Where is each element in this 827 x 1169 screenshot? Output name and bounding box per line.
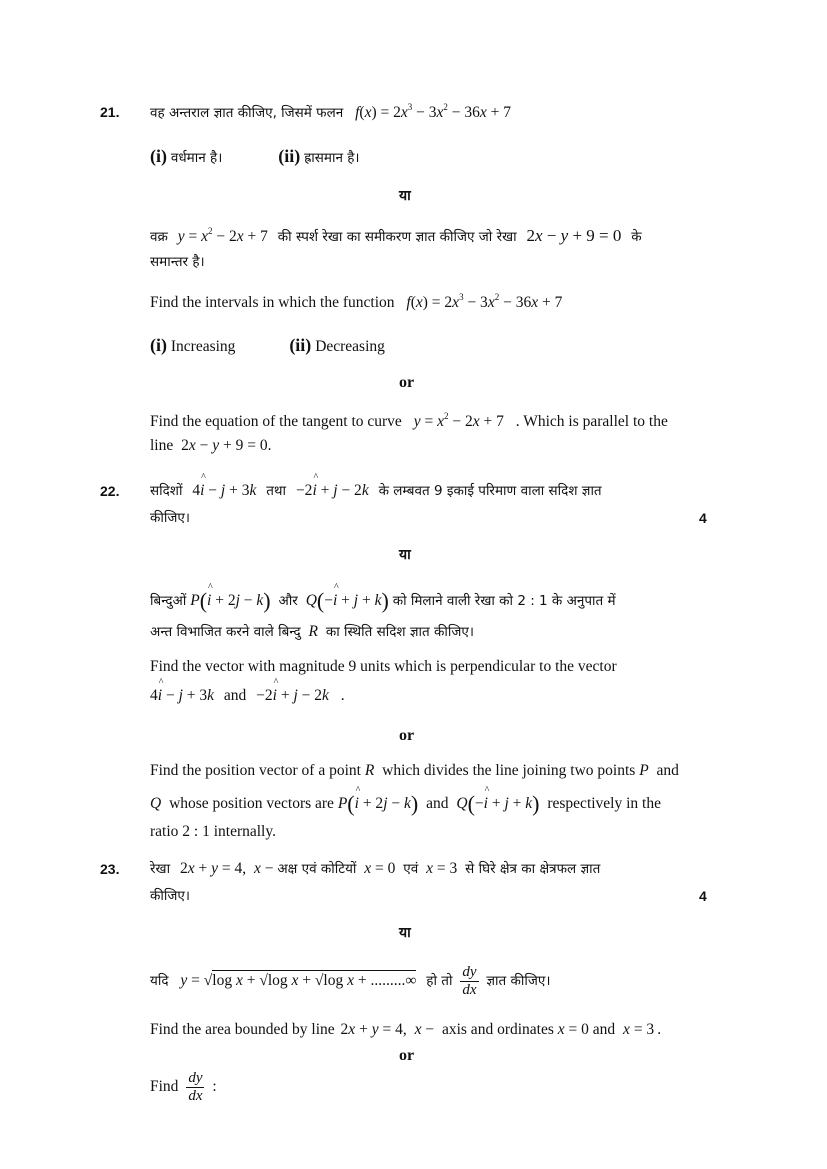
- q21-hindi-alt-line2: समान्तर है।: [150, 254, 205, 270]
- q22-english-alt-and: and: [656, 762, 679, 779]
- q21-curve-expr: $y = x^2 - 2x + 7$: [177, 226, 268, 245]
- question-number-22: 22.: [100, 483, 120, 499]
- q23-hindi-alt-line: [150, 964, 550, 999]
- q21-hindi-intro: वह अन्तराल ज्ञात कीजिए, जिसमें फलन: [150, 105, 344, 121]
- q22-english-alt-line2: [150, 791, 661, 817]
- q21-hindi-options: [150, 146, 360, 167]
- q21-english-option-ii-text: Decreasing: [315, 338, 385, 355]
- q21-hindi-alt-text1: वक्र: [150, 229, 168, 245]
- q22-english-alt-text4: respectively in the: [547, 795, 661, 812]
- english-derivative-denominator: dx: [188, 1088, 203, 1104]
- q21-english-alt-text2: . Which is parallel to the: [515, 413, 668, 430]
- q21-english-alt-line2: [150, 437, 272, 455]
- q22-hindi-text1: सदिशों: [150, 483, 183, 499]
- q21-english-or-separator: or: [399, 374, 415, 391]
- q22-english-and: and: [223, 687, 247, 704]
- q22-hindi-alt-text4: का स्थिति सदिश ज्ञात कीजिए।: [325, 624, 474, 640]
- q23-hindi-alt-text1: यदि: [150, 973, 169, 990]
- q22-english-or-separator: or: [399, 727, 415, 744]
- q22-hindi-text3: के लम्बवत 9 इकाई परिमाण वाला सदिश ज्ञात: [378, 483, 602, 499]
- english-derivative-numerator: dy: [188, 1070, 203, 1086]
- q21-hindi-option-ii-label: (ii): [278, 146, 301, 166]
- question-number-23: 23.: [100, 861, 120, 877]
- q22-english-line2: [150, 687, 345, 705]
- q22-hindi-alt-text2: को मिलाने वाली रेखा को 2 : 1 के अनुपात में: [392, 593, 616, 609]
- q22-english-alt-p: P: [639, 762, 649, 779]
- q23-hindi-text4: से घिरे क्षेत्र का क्षेत्रफल ज्ञात: [465, 861, 601, 877]
- q21-hindi-alt-text2: की स्पर्श रेखा का समीकरण ज्ञात कीजिए जो रेखा: [277, 229, 517, 245]
- q21-hindi-option-ii-text: ह्रासमान है।: [304, 150, 360, 166]
- derivative-numerator: dy: [462, 964, 477, 980]
- q23-english-ordinate-2: x = 3: [623, 1021, 655, 1038]
- q23-english-derivative-fraction: [186, 1070, 204, 1105]
- q23-line-expr: 2x + y = 4,: [179, 860, 247, 877]
- derivative-denominator: dx: [462, 982, 477, 998]
- q23-hindi-or-separator: या: [399, 925, 411, 941]
- q23-english-alt-line: [150, 1070, 217, 1105]
- q22-hindi-alt-text1: बिन्दुओं: [150, 593, 187, 609]
- q22-english-end: .: [340, 687, 345, 704]
- q23-english-axis-expr: x −: [414, 1021, 435, 1038]
- q22-english-point-p: P(^ i + 2j − k): [338, 795, 418, 812]
- q21-hindi-statement: [150, 102, 511, 122]
- q23-english-alt-find: Find: [150, 1078, 179, 1096]
- q22-english-alt-text2: which divides the line joining two points: [382, 762, 636, 779]
- q23-english-line-expr: 2x + y = 4,: [340, 1021, 407, 1038]
- q21-english-option-i-text: Increasing: [170, 338, 236, 355]
- q22-hindi-alt-line2: [150, 622, 474, 641]
- q23-ordinate-1: x = 0: [364, 860, 396, 877]
- q22-english-alt-text3: whose position vectors are: [169, 795, 334, 812]
- q23-hindi-alt-text2: हो तो: [426, 973, 453, 990]
- q21-english-intro: Find the intervals in which the function: [150, 294, 395, 311]
- q22-english-vector-a: 4^ i − j + 3k: [150, 687, 214, 704]
- q22-vector-a: 4^ i − j + 3k: [192, 482, 256, 499]
- q23-hindi-alt-text3: ज्ञात कीजिए।: [486, 973, 551, 990]
- q23-hindi-text3: एवं: [403, 861, 419, 877]
- q22-hindi-text2: तथा: [266, 483, 287, 499]
- q22-english-alt-line3: ratio 2 : 1 internally.: [150, 823, 276, 840]
- q21-line-expr: 2x − y + 9 = 0: [526, 226, 622, 245]
- q21-hindi-option-i-label: (i): [150, 146, 167, 166]
- q21-english-line-expr: 2x − y + 9 = 0: [181, 437, 268, 454]
- q22-english-point-r: R: [364, 762, 375, 779]
- q22-english-alt-q: Q: [150, 795, 162, 812]
- q22-vector-b: −2^ i + j − 2k: [296, 482, 369, 499]
- q21-english-alt-line1: [150, 411, 668, 431]
- q21-hindi-alt-line1: [150, 226, 642, 246]
- q23-axis-expr: x −: [253, 860, 274, 877]
- q23-hindi-text1: रेखा: [150, 861, 171, 877]
- q22-point-q: Q(−^ i + j + k): [306, 592, 389, 609]
- q21-english-options: [150, 335, 385, 356]
- q21-english-statement: [150, 292, 562, 312]
- q23-marks: 4: [699, 888, 707, 904]
- q23-english-text2: axis and ordinates: [441, 1021, 554, 1038]
- q22-english-line1: Find the vector with magnitude 9 units which is perpendicular to the vector: [150, 658, 617, 675]
- q23-hindi-text2: अक्ष एवं कोटियों: [277, 861, 357, 877]
- q21-english-option-i-label: (i): [150, 335, 167, 355]
- q23-english-and: and: [592, 1021, 616, 1038]
- q21-function-expr: $f(x) = 2x^3 - 3x^2 - 36x + 7$: [355, 102, 512, 121]
- q22-hindi-alt-text3: अन्त विभाजित करने वाले बिन्दु: [150, 624, 301, 640]
- q22-english-point-q: Q(−^ i + j + k): [456, 795, 539, 812]
- q22-hindi-line1: [150, 481, 602, 500]
- q23-hindi-line2: कीजिए।: [150, 888, 190, 904]
- q21-english-curve-expr: $y = x^2 - 2x + 7$: [413, 411, 504, 430]
- q21-hindi-or-separator: या: [399, 188, 411, 204]
- q21-hindi-option-i-text: वर्धमान है।: [170, 150, 223, 166]
- q22-english-vector-b: −2^ i + j − 2k: [256, 687, 329, 704]
- q21-english-function-expr: $f(x) = 2x^3 - 3x^2 - 36x + 7$: [406, 292, 563, 311]
- q22-point-p: P(^ i + 2j − k): [190, 592, 270, 609]
- q22-english-alt-and2: and: [426, 795, 449, 812]
- q21-english-alt-text3: line: [150, 437, 174, 454]
- q22-hindi-alt-line1: [150, 588, 616, 614]
- q21-english-option-ii-label: (ii): [289, 335, 312, 355]
- q23-english-ordinate-1: x = 0: [557, 1021, 589, 1038]
- q23-english-or-separator: or: [399, 1047, 415, 1064]
- q23-english-text1: Find the area bounded by line: [150, 1021, 335, 1038]
- q21-hindi-alt-text3: के: [631, 229, 642, 245]
- q23-english-alt-colon: :: [212, 1078, 217, 1096]
- q23-derivative-fraction: [460, 964, 478, 999]
- q22-marks: 4: [699, 510, 707, 526]
- q22-hindi-line2: कीजिए।: [150, 510, 190, 526]
- q22-hindi-or-separator: या: [399, 547, 411, 563]
- q23-nested-root-expr: y = √log x + √log x + √log x + .........∞: [180, 972, 417, 990]
- q23-ordinate-2: x = 3: [426, 860, 458, 877]
- q22-hindi-alt-and: और: [278, 593, 298, 609]
- q22-english-alt-text1: Find the position vector of a point: [150, 762, 361, 779]
- q21-english-alt-end: .: [267, 437, 272, 454]
- q23-hindi-line1: [150, 859, 600, 878]
- q23-english-end: .: [657, 1021, 662, 1038]
- q22-english-alt-line1: [150, 762, 679, 780]
- question-number-21: 21.: [100, 104, 120, 120]
- q21-english-alt-text1: Find the equation of the tangent to curve: [150, 413, 402, 430]
- q23-english-line: [150, 1021, 661, 1039]
- q22-point-r: R: [308, 623, 318, 640]
